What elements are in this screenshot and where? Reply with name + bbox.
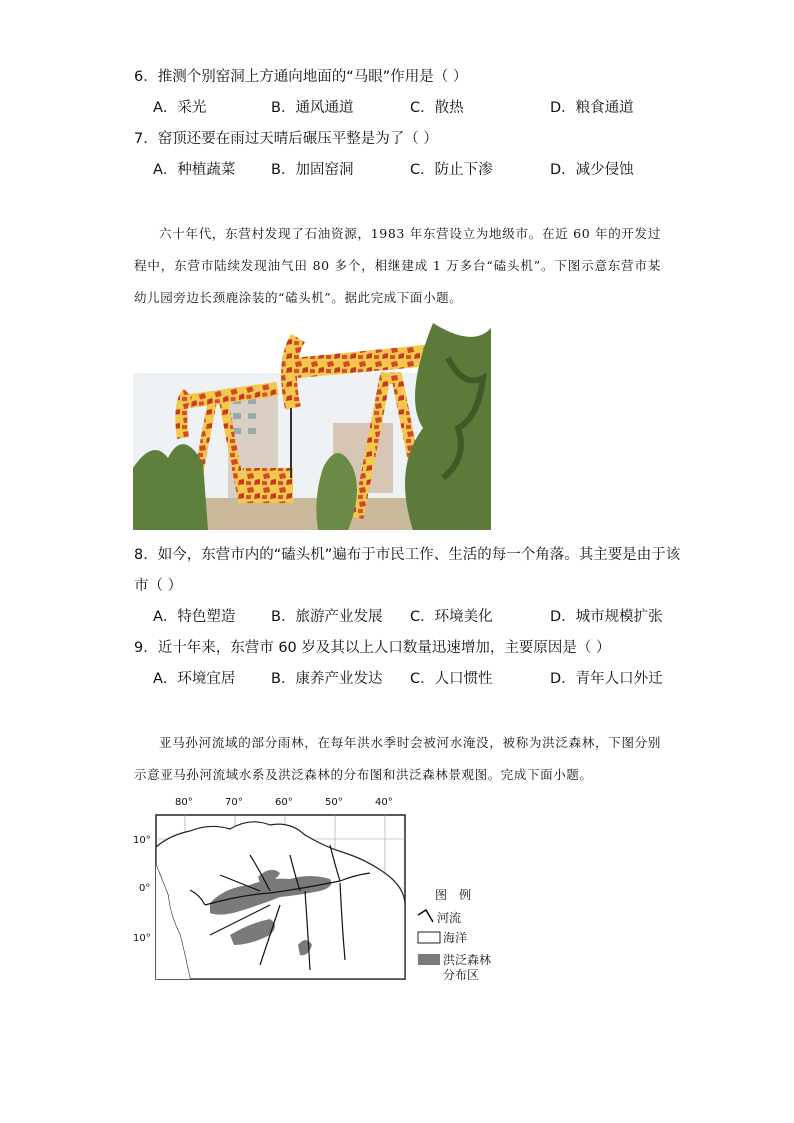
lat-label-10s: 10°: [133, 933, 151, 944]
question-6-options: [153, 98, 673, 118]
question-7-options: [153, 160, 673, 180]
question-6-stem: 6．推测个别窑洞上方通向地面的“马眼”作用是（ ）: [134, 69, 468, 85]
pump-jack-photo: [133, 318, 491, 530]
q9-option-d[interactable]: D．青年人口外迁: [550, 671, 663, 687]
question-8-stem-line1: 8．如今，东营市内的“磕头机”遍布于市民工作、生活的每一个角落。其主要是由于该: [134, 547, 681, 563]
q7-option-a[interactable]: A．种植蔬菜: [153, 162, 236, 178]
question-8-stem-line2: 市（ ）: [134, 578, 183, 594]
legend-river: 河流: [437, 911, 462, 925]
q9-option-a[interactable]: A．环境宜居: [153, 671, 236, 687]
lon-label-50: 50°: [325, 797, 343, 808]
question-7-stem: 7．窑顶还要在雨过天晴后碾压平整是为了（ ）: [134, 131, 438, 147]
lon-label-40: 40°: [375, 797, 393, 808]
question-9-options: [153, 669, 673, 689]
lat-label-0: 0°: [139, 883, 151, 894]
q8-option-b[interactable]: B．旅游产业发展: [271, 609, 383, 625]
legend-ocean: 海洋: [443, 931, 468, 945]
q6-option-c[interactable]: C．散热: [410, 100, 464, 116]
q6-option-a[interactable]: A．采光: [153, 100, 207, 116]
q9-option-c[interactable]: C．人口惯性: [410, 671, 493, 687]
q6-option-b[interactable]: B．通风通道: [271, 100, 354, 116]
question-8-options: [153, 607, 673, 627]
legend-ocean-symbol: [418, 932, 440, 943]
legend-flood-forest-symbol: [418, 954, 440, 965]
passage-amazon: 亚马孙河流域的部分雨林，在每年洪水季时会被河水淹没，被称为洪泛森林，下图分别示意亚马孙河流域水系及洪泛森林的分布图和洪泛森林景观图。完成下面小题。: [134, 735, 661, 782]
q8-option-d[interactable]: D．城市规模扩张: [550, 609, 663, 625]
q8-option-c[interactable]: C．环境美化: [410, 609, 493, 625]
legend-flood-forest-line1: 洪泛森林: [443, 953, 492, 967]
question-9-stem: 9．近十年来，东营市 60 岁及其以上人口数量迅速增加，主要原因是（ ）: [134, 640, 611, 656]
amazon-flood-forest-map: [130, 795, 510, 985]
lon-label-70: 70°: [225, 797, 243, 808]
q7-option-d[interactable]: D．减少侵蚀: [550, 162, 634, 178]
q7-option-c[interactable]: C．防止下渗: [410, 162, 493, 178]
lon-label-60: 60°: [275, 797, 293, 808]
q8-option-a[interactable]: A．特色塑造: [153, 609, 236, 625]
q7-option-b[interactable]: B．加固窑洞: [271, 162, 354, 178]
passage-dongying: 六十年代，东营村发现了石油资源，1983 年东营设立为地级市。在近 60 年的开发过程中，东营市陆续发现油气田 80 多个，相继建成 1 万多台“磕头机”。下图示意东营市某幼儿园旁边长颈鹿涂装的“磕头机”。据此完成下面小题。: [134, 226, 661, 305]
legend-river-symbol: [418, 910, 433, 922]
q6-option-d[interactable]: D．粮食通道: [550, 100, 634, 116]
q9-option-b[interactable]: B．康养产业发达: [271, 671, 383, 687]
lat-label-10n: 10°: [133, 835, 151, 846]
lon-label-80: 80°: [175, 797, 193, 808]
legend-flood-forest-line2: 分布区: [443, 968, 480, 982]
legend-title: 图 例: [435, 888, 472, 902]
